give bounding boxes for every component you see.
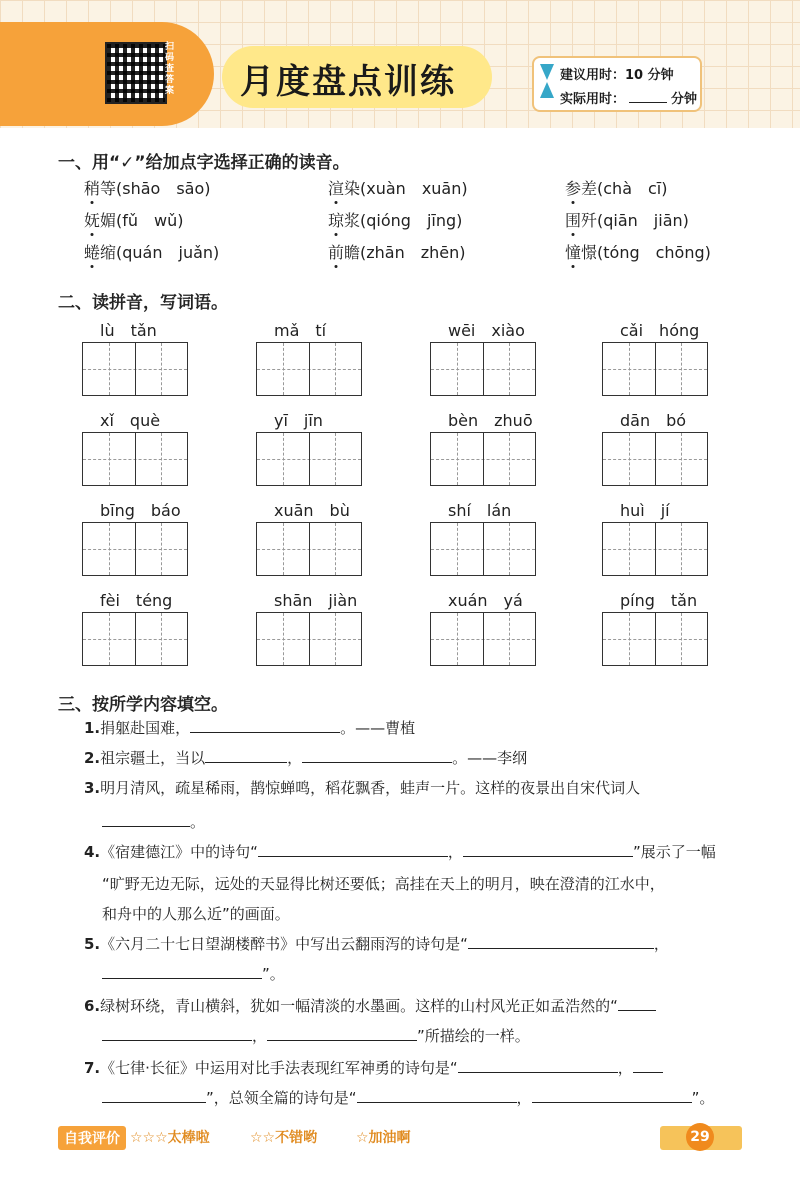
pinyin-prompt: shān jiàn bbox=[274, 591, 358, 610]
qr-code-icon[interactable] bbox=[105, 42, 167, 104]
question-7-cont: ”，总领全篇的诗句是“ ， ”。 bbox=[102, 1088, 714, 1108]
time-actual-input[interactable] bbox=[629, 90, 667, 103]
question-4-line2: “旷野无边无际，远处的天显得比树还要低；高挂在天上的明月，映在澄清的江水中， bbox=[102, 875, 665, 893]
pinyin-prompt: bèn zhuō bbox=[448, 411, 533, 430]
pinyin-choice-item[interactable] bbox=[328, 176, 468, 199]
pinyin-prompt: xuán yá bbox=[448, 591, 523, 610]
pinyin-options: 瞻(zhān zhēn) bbox=[344, 243, 466, 262]
question-3: 3.明月清风，疏星稀雨，鹊惊蝉鸣，稻花飘香，蛙声一片。这样的夜景出自宋代词人 bbox=[84, 779, 641, 797]
pinyin-prompt: huì jí bbox=[620, 501, 670, 520]
tianzige-writing-box[interactable] bbox=[602, 522, 708, 576]
section1-title: 一、用“✓”给加点字选择正确的读音。 bbox=[58, 153, 350, 173]
section3-title: 三、按所学内容填空。 bbox=[58, 695, 228, 715]
dotted-char: 琼 bbox=[328, 208, 344, 231]
pinyin-prompt: bīng báo bbox=[100, 501, 181, 520]
pinyin-options: 缩(quán juǎn) bbox=[100, 243, 220, 262]
pinyin-options: 憬(tóng chōng) bbox=[581, 243, 711, 262]
tianzige-writing-box[interactable] bbox=[82, 612, 188, 666]
tianzige-writing-box[interactable] bbox=[256, 432, 362, 486]
section2-title: 二、读拼音，写词语。 bbox=[58, 293, 228, 313]
dotted-char: 渲 bbox=[328, 176, 344, 199]
tianzige-writing-box[interactable] bbox=[430, 432, 536, 486]
pinyin-choice-item[interactable] bbox=[328, 240, 466, 263]
question-7: 7.《七律·长征》中运用对比手法表现红军神勇的诗句是“ ， bbox=[84, 1058, 663, 1078]
question-5: 5.《六月二十七日望湖楼醉书》中写出云翻雨泻的诗句是“ ， bbox=[84, 935, 669, 953]
rating-good[interactable]: ☆☆不错哟 bbox=[250, 1130, 318, 1146]
answer-blank[interactable] bbox=[302, 748, 452, 763]
pinyin-prompt: xuān bù bbox=[274, 501, 350, 520]
answer-blank[interactable] bbox=[267, 1026, 417, 1041]
tianzige-writing-box[interactable] bbox=[82, 432, 188, 486]
tianzige-writing-box[interactable] bbox=[82, 522, 188, 576]
pinyin-options: 歼(qiān jiān) bbox=[581, 211, 689, 230]
page-number: 29 bbox=[686, 1123, 714, 1151]
dotted-char: 妩 bbox=[84, 208, 100, 231]
answer-blank[interactable] bbox=[357, 1088, 517, 1103]
dotted-char: 稍 bbox=[84, 176, 100, 199]
tianzige-writing-box[interactable] bbox=[256, 612, 362, 666]
answer-blank[interactable] bbox=[102, 1026, 252, 1041]
time-suggest: 建议用时：10 分钟 bbox=[560, 68, 674, 83]
pinyin-options: 浆(qióng jīng) bbox=[344, 211, 463, 230]
question-5-cont: ”。 bbox=[102, 964, 285, 984]
pinyin-choice-item[interactable] bbox=[84, 208, 184, 231]
answer-blank[interactable] bbox=[190, 718, 340, 733]
answer-blank[interactable] bbox=[633, 1058, 663, 1073]
answer-blank[interactable] bbox=[258, 842, 448, 857]
answer-blank[interactable] bbox=[102, 964, 262, 979]
pinyin-prompt: cǎi hóng bbox=[620, 321, 700, 340]
dotted-char: 围 bbox=[565, 208, 581, 231]
tianzige-writing-box[interactable] bbox=[602, 342, 708, 396]
question-2: 2.祖宗疆土，当以 ， 。——李纲 bbox=[84, 749, 528, 767]
dotted-char: 前 bbox=[328, 240, 344, 263]
pinyin-choice-item[interactable] bbox=[84, 176, 211, 199]
dotted-char: 蜷 bbox=[84, 240, 100, 263]
pinyin-prompt: píng tǎn bbox=[620, 591, 698, 610]
hourglass-icon bbox=[540, 64, 554, 100]
answer-blank[interactable] bbox=[458, 1058, 618, 1073]
answer-blank[interactable] bbox=[618, 996, 656, 1011]
question-1: 1.捐躯赴国难， 。——曹植 bbox=[84, 719, 416, 737]
question-4-line3: 和舟中的人那么近”的画面。 bbox=[102, 905, 290, 923]
pinyin-prompt: lù tǎn bbox=[100, 321, 157, 340]
pinyin-prompt: dān bó bbox=[620, 411, 687, 430]
page-title: 月度盘点训练 bbox=[240, 62, 456, 102]
pinyin-choice-item[interactable] bbox=[565, 240, 711, 263]
tianzige-writing-box[interactable] bbox=[256, 522, 362, 576]
tianzige-writing-box[interactable] bbox=[430, 342, 536, 396]
tianzige-writing-box[interactable] bbox=[82, 342, 188, 396]
answer-blank[interactable] bbox=[205, 748, 287, 763]
question-4: 4.《宿建德江》中的诗句“ ， ”展示了一幅 bbox=[84, 843, 716, 861]
tianzige-writing-box[interactable] bbox=[602, 612, 708, 666]
pinyin-options: 媚(fǔ wǔ) bbox=[100, 211, 184, 230]
pinyin-choice-item[interactable] bbox=[328, 208, 462, 231]
pinyin-prompt: yī jīn bbox=[274, 411, 323, 430]
answer-blank[interactable] bbox=[102, 812, 190, 827]
answer-blank[interactable] bbox=[468, 934, 654, 949]
rating-keep-going[interactable]: ☆加油啊 bbox=[356, 1130, 411, 1146]
question-6: 6.绿树环绕，青山横斜，犹如一幅清淡的水墨画。这样的山村风光正如孟浩然的“ bbox=[84, 996, 656, 1016]
pinyin-options: 染(xuàn xuān) bbox=[344, 179, 468, 198]
pinyin-prompt: mǎ tí bbox=[274, 321, 327, 340]
pinyin-options: 差(chà cī) bbox=[581, 179, 668, 198]
pinyin-prompt: wēi xiào bbox=[448, 321, 525, 340]
answer-blank[interactable] bbox=[102, 1088, 206, 1103]
pinyin-options: 等(shāo sāo) bbox=[100, 179, 211, 198]
pinyin-prompt: xǐ què bbox=[100, 411, 161, 430]
time-actual-unit: 分钟 bbox=[671, 92, 698, 107]
answer-blank[interactable] bbox=[463, 842, 633, 857]
pinyin-choice-item[interactable] bbox=[565, 208, 689, 231]
time-actual-label: 实际用时： bbox=[560, 92, 626, 107]
tianzige-writing-box[interactable] bbox=[430, 612, 536, 666]
question-3-cont: 。 bbox=[102, 812, 205, 832]
pinyin-prompt: fèi téng bbox=[100, 591, 173, 610]
dotted-char: 憧 bbox=[565, 240, 581, 263]
self-eval-label: 自我评价 bbox=[58, 1126, 126, 1150]
rating-great[interactable]: ☆☆☆太棒啦 bbox=[130, 1130, 210, 1146]
answer-blank[interactable] bbox=[532, 1088, 692, 1103]
pinyin-choice-item[interactable] bbox=[565, 176, 668, 199]
question-6-cont: ， ”所描绘的一样。 bbox=[102, 1026, 530, 1046]
tianzige-writing-box[interactable] bbox=[602, 432, 708, 486]
pinyin-choice-item[interactable] bbox=[84, 240, 219, 263]
pinyin-prompt: shí lán bbox=[448, 501, 512, 520]
tianzige-writing-box[interactable] bbox=[256, 342, 362, 396]
time-actual bbox=[560, 88, 697, 107]
dotted-char: 参 bbox=[565, 176, 581, 199]
qr-label: 扫码查答案 bbox=[165, 42, 175, 96]
tianzige-writing-box[interactable] bbox=[430, 522, 536, 576]
